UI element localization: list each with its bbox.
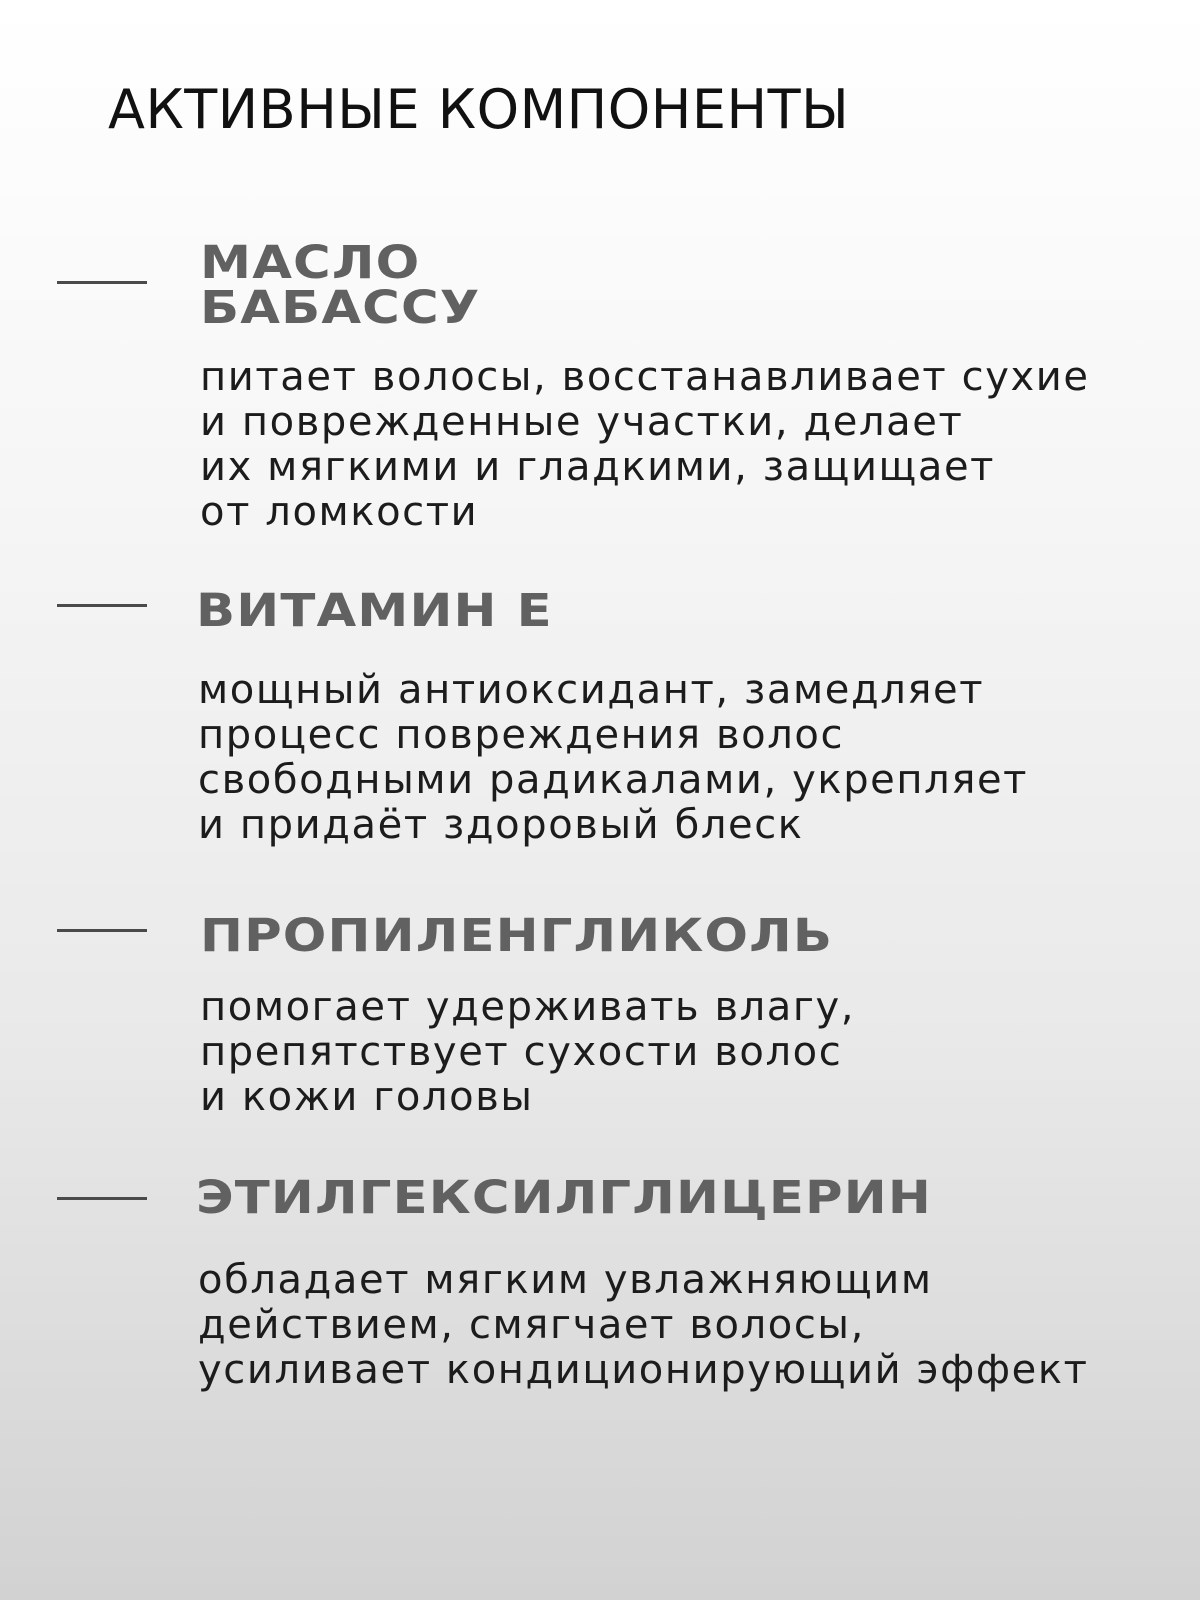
ingredient-name <box>196 584 553 637</box>
ingredient-divider-line <box>57 604 147 607</box>
ingredient-description <box>198 1258 1089 1393</box>
ingredient-name <box>200 236 481 334</box>
ingredient-description <box>200 985 855 1120</box>
description-line: свободными радикалами, укрепляет <box>198 757 1029 803</box>
description-line: их мягкими и гладкими, защищает <box>200 444 996 490</box>
description-line: усиливает кондиционирующий эффект <box>198 1347 1089 1393</box>
description-line: и поврежденные участки, делает <box>200 399 964 445</box>
ingredient-name-line: ВИТАМИН Е <box>196 584 553 637</box>
ingredient-divider-line <box>57 929 147 932</box>
ingredient-name-line: ПРОПИЛЕНГЛИКОЛЬ <box>200 909 834 962</box>
ingredient-name-line: БАБАССУ <box>200 281 481 334</box>
ingredient-description <box>198 668 1028 848</box>
ingredient-name <box>196 1171 932 1224</box>
ingredient-divider-line <box>57 281 147 284</box>
description-line: процесс повреждения волос <box>198 712 845 758</box>
ingredient-name <box>200 909 834 962</box>
description-line: помогает удерживать влагу, <box>200 984 856 1030</box>
description-line: обладает мягким увлажняющим <box>198 1257 933 1303</box>
ingredient-description <box>200 355 1090 535</box>
ingredient-name-line: ЭТИЛГЕКСИЛГЛИЦЕРИН <box>196 1171 932 1224</box>
description-line: и придаёт здоровый блеск <box>198 802 804 848</box>
description-line: действием, смягчает волосы, <box>198 1302 865 1348</box>
description-line: препятствует сухости волос <box>200 1029 843 1075</box>
ingredient-name-line: МАСЛО <box>200 236 421 289</box>
description-line: питает волосы, восстанавливает сухие <box>200 354 1090 400</box>
description-line: и кожи головы <box>200 1074 534 1120</box>
ingredient-divider-line <box>57 1197 147 1200</box>
page-title: АКТИВНЫЕ КОМПОНЕНТЫ <box>108 78 850 141</box>
description-line: мощный антиоксидант, замедляет <box>198 667 985 713</box>
description-line: от ломкости <box>200 489 479 535</box>
